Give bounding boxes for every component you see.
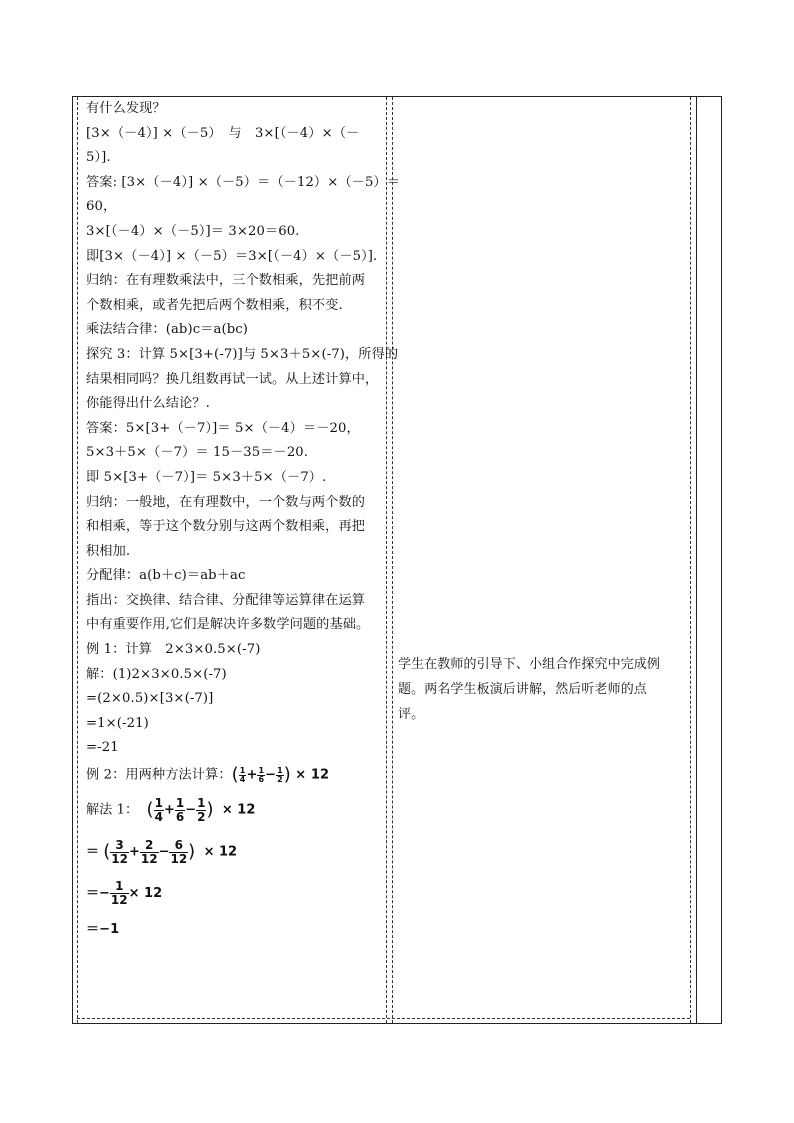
content-line: =(2×0.5)×[3×(-7)] [86,691,214,707]
content-line: 归纳：一般地，在有理数中，一个数与两个数的 [86,494,366,510]
content-line: =-21 [86,740,119,756]
content-line: 探究 3：计算 5×[3+(-7)]与 5×3＋5×(-7)，所得的 [86,346,399,362]
example-2-line [86,761,386,789]
fraction: $\frac{1}{4}$ [154,795,163,824]
content-line: 结果相同吗？换几组数再试一试。从上述计算中， [86,371,379,387]
close-paren: ) [206,799,214,821]
content-line: 分配律：a(b＋c)＝ab＋ac [86,568,246,584]
cell-dashed-border [77,97,78,1023]
content-line: 5）]. [86,150,111,166]
content-line: 解：(1)2×3×0.5×(-7) [86,666,227,682]
times-twelve: × 12 [295,767,330,783]
content-line: 和相乘，等于这个数分别与这两个数相乘，再把 [86,519,366,535]
fraction: $\frac{1}{2}$ [277,765,283,784]
fraction: $\frac{1}{6}$ [175,795,185,824]
example-2-label: 例 2：用两种方法计算： [86,767,232,783]
solution-label: 解法 1： [86,802,139,818]
content-line: 乘法结合律：(ab)c＝a(bc) [86,322,248,338]
cell-dashed-border [77,1018,690,1019]
close-paren: ) [283,764,291,786]
open-paren: ( [103,841,111,863]
solution-line-2 [86,831,386,873]
equals-minus: ＝− [86,886,110,902]
content-line: 中有重要作用,它们是解决许多数学问题的基础。 [86,617,370,633]
content-line: 你能得出什么结论？. [86,396,210,412]
content-line: 例 1：计算 2×3×0.5×(-7) [86,642,261,658]
plus-sign: + [163,802,175,818]
fraction: $\frac{1}{2}$ [197,795,206,824]
content-line: 有什么发现？ [86,101,166,116]
table-border-left [72,96,73,1024]
solution-line-3 [86,873,386,915]
fraction: $\frac{1}{4}$ [239,765,246,784]
times-twelve: × 12 [221,802,256,818]
plus-sign: + [246,767,258,783]
cell-dashed-border [386,97,387,1023]
open-paren: ( [146,799,154,821]
minus-sign: − [265,767,277,783]
column-divider [696,96,697,1024]
activity-line: 题。两名学生板演后讲解，然后听老师的点 [398,682,647,697]
cell-dashed-border [690,97,691,1023]
content-line: 答案：5×[3+（－7）]＝ 5×（－4）＝－20， [86,420,360,436]
content-line: 3×[（－4）×（－5）]＝ 3×20＝60. [86,223,300,239]
plus-sign: + [128,844,140,860]
equals-sign: ＝ [86,844,100,860]
open-paren: ( [231,764,239,786]
content-line: 个数相乘，或者先把后两个数相乘，积不变. [86,297,343,313]
content-line: 5×3＋5×（－7）＝ 15－35＝－20. [86,445,309,461]
content-line: 指出：交换律、结合律、分配律等运算律在运算 [86,592,366,608]
times-twelve: × 12 [203,844,238,860]
solution-line-1 [86,789,386,831]
content-line: 即 5×[3+（－7）]＝ 5×3＋5×（－7）. [86,469,327,485]
fraction: $\frac{2}{12}$ [140,837,158,866]
solution-line-4: ＝−1 [86,922,120,938]
student-activity-cell [398,652,698,727]
content-line: 即[3×（－4）] ×（－5）＝3×[（－4）×（－5）]. [86,248,378,264]
fraction: $\frac{3}{12}$ [111,837,128,866]
fraction: $\frac{6}{12}$ [170,837,188,866]
fraction: $\frac{1}{6}$ [258,765,265,784]
close-paren: ) [188,841,196,863]
content-line: 归纳：在有理数乘法中，三个数相乘，先把前两 [86,273,366,289]
content-line: 答案: [3×（－4）] ×（－5）＝（－12）×（－5）＝ [86,174,401,190]
activity-line: 评。 [398,707,425,722]
activity-line: 学生在教师的引导下、小组合作探究中完成例 [398,657,661,672]
content-line: 60， [86,199,117,215]
minus-sign: − [158,844,170,860]
cell-dashed-border [392,97,393,1023]
fraction: $\frac{1}{12}$ [110,879,128,908]
table-border-bottom [72,1023,722,1024]
content-line: =1×(-21) [86,715,149,731]
teaching-content-cell [86,97,401,945]
table-border-right [721,96,722,1024]
minus-sign: − [185,802,197,818]
times-twelve: × 12 [128,886,163,902]
content-line: 积相加. [86,543,131,559]
content-line: [3×（－4）] ×（－5） 与 3×[（－4）×（－ [86,125,360,141]
